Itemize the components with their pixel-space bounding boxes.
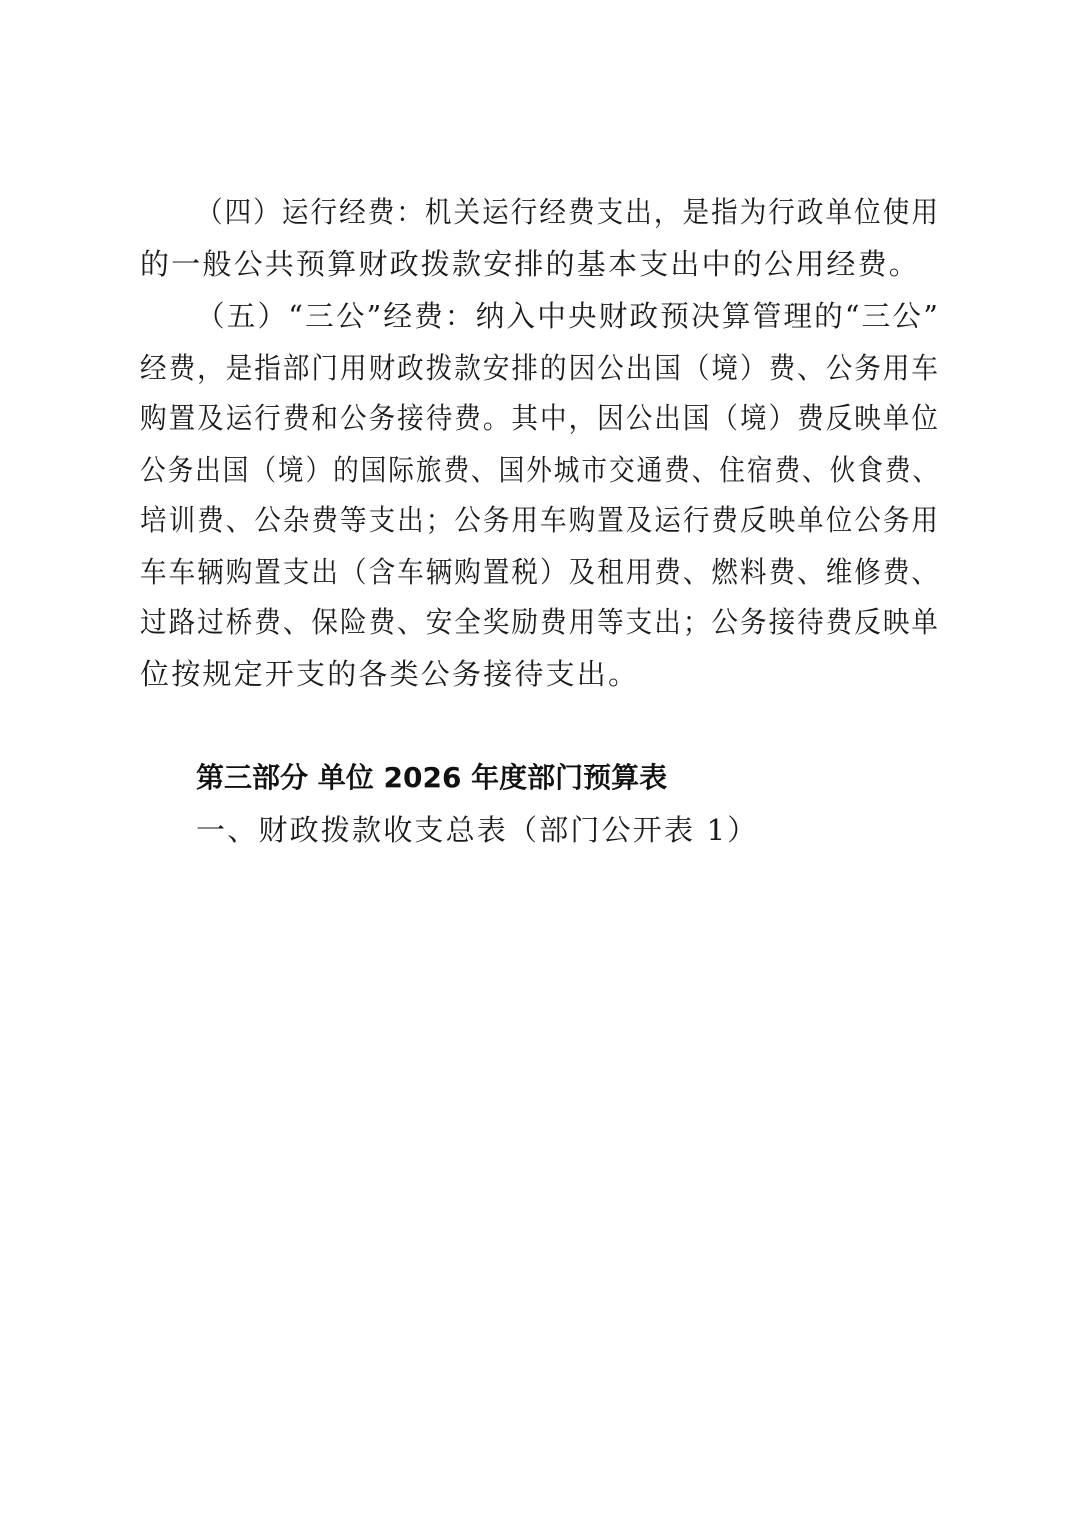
paragraph-5-line-6: 车车辆购置支出（含车辆购置税）及租用费、燃料费、维修费、 <box>140 555 940 589</box>
paragraph-5-line-3: 购置及运行费和公务接待费。其中，因公出国（境）费反映单位 <box>140 401 940 435</box>
paragraph-5-line-2: 经费，是指部门用财政拨款安排的因公出国（境）费、公务用车 <box>140 351 940 385</box>
paragraph-4-line-2: 的一般公共预算财政拨款安排的基本支出中的公用经费。 <box>140 247 921 281</box>
paragraph-5-line-4: 公务出国（境）的国际旅费、国外城市交通费、住宿费、伙食费、 <box>140 453 940 487</box>
section-heading: 第三部分 单位 2026 年度部门预算表 <box>196 761 668 794</box>
section-subheading: 一、财政拨款收支总表（部门公开表 1） <box>196 813 759 847</box>
paragraph-4-line-1: （四）运行经费：机关运行经费支出，是指为行政单位使用 <box>196 195 940 229</box>
paragraph-5-line-1: （五）“三公”经费：纳入中央财政预决算管理的“三公” <box>196 299 940 333</box>
paragraph-5-line-8: 位按规定开支的各类公务接待支出。 <box>140 657 640 691</box>
paragraph-5-line-7: 过路过桥费、保险费、安全奖励费用等支出；公务接待费反映单 <box>140 605 940 639</box>
paragraph-5-line-5: 培训费、公杂费等支出；公务用车购置及运行费反映单位公务用 <box>140 503 940 537</box>
